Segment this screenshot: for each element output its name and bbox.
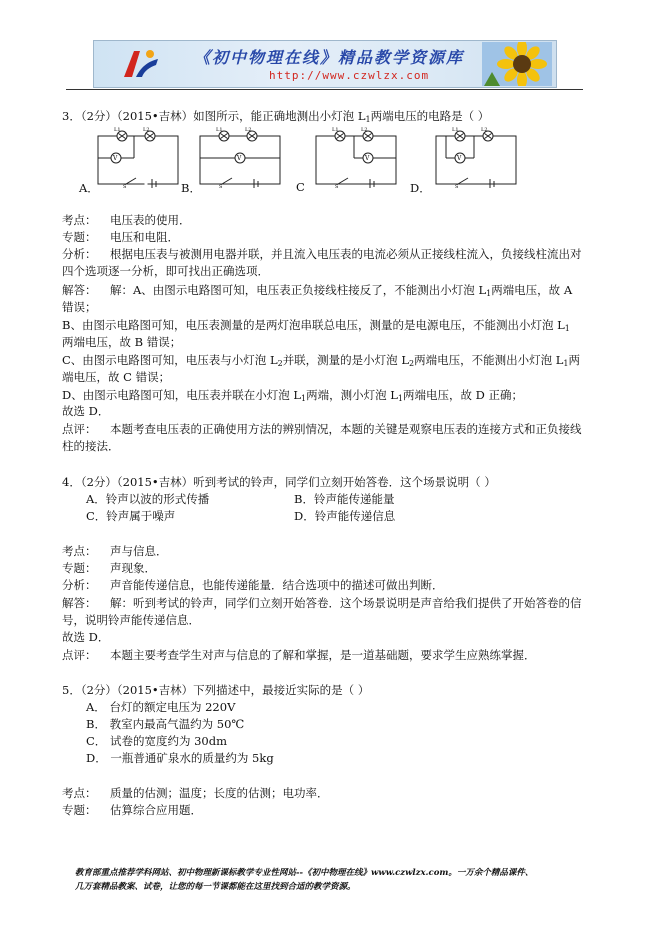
q3-option-c[interactable]: C	[296, 180, 305, 194]
svg-text:V: V	[365, 155, 370, 162]
header-url[interactable]: http://www.czwlzx.com	[269, 69, 430, 82]
q3-fenxi-2: 四个选项逐一分析，即可找出正确选项．	[62, 264, 269, 278]
q3-stem: 3．（2分）（2015•吉林）如图所示，能正确地测出小灯泡 $L_1$两端电压的电路是（ ）	[62, 109, 490, 124]
circuit-a	[94, 126, 182, 188]
q4-dianping: 点评： 本题主要考查学生对声与信息的了解和掌握，是一道基础题，要求学生应熟练掌握．	[62, 648, 536, 662]
svg-text:V: V	[457, 155, 462, 162]
q5-option-c[interactable]: C． 试卷的宽度约为 30dm	[86, 734, 228, 748]
q5-stem: 5．（2分）（2015•吉林）下列描述中，最接近实际的是（ ）	[62, 683, 370, 697]
svg-text:L2: L2	[481, 127, 488, 133]
site-logo-icon	[120, 47, 160, 81]
svg-text:L1: L1	[332, 127, 339, 133]
q4-kaodian: 考点： 声与信息．	[62, 544, 168, 558]
svg-text:L2: L2	[245, 127, 252, 133]
header-title: 《初中物理在线》精品教学资源库	[194, 48, 465, 67]
q4-stem: 4．（2分）（2015•吉林）听到考试的铃声，同学们立刻开始答卷．这个场景说明（ ）	[62, 475, 496, 489]
footer-line-1: 教育部重点推荐学科网站、初中物理新课标教学专业性网站--《初中物理在线》www.czwlzx.com。一万余个精品课件、	[75, 868, 534, 878]
q5-zhuanti: 专题： 估算综合应用题．	[62, 803, 202, 817]
circuit-d	[432, 126, 520, 188]
q3-jieda: 解答： 解：A、由图示电路图可知，电压表正负接线柱接反了，不能测出小灯泡 $L_1$两端电压，故 A	[62, 283, 573, 298]
circuit-b	[196, 126, 284, 188]
q3-dianping-2: 柱的接法．	[62, 439, 120, 453]
svg-text:L1: L1	[216, 127, 223, 133]
sunflower-icon	[482, 42, 552, 86]
q3-jieda-4: 两端电压，故 B 错误；	[62, 335, 182, 349]
circuit-c	[312, 126, 400, 188]
header-divider	[66, 89, 583, 90]
svg-text:S: S	[335, 184, 339, 188]
q4-option-b[interactable]: B．铃声能传递能量	[294, 492, 395, 506]
q5-option-b[interactable]: B． 教室内最高气温约为 50℃	[86, 717, 245, 731]
q3-jieda-8: 故选 D．	[62, 404, 110, 418]
q3-dianping: 点评： 本题考查电压表的正确使用方法的辨别情况，本题的关键是观察电压表的连接方式和正负接线	[62, 422, 582, 436]
footer-line-2: 几万套精品教案、试卷，让您的每一节课都能在这里找到合适的教学资源。	[75, 882, 356, 892]
q4-zhuanti: 专题： 声现象．	[62, 561, 156, 575]
q5-kaodian: 考点： 质量的估测；温度；长度的估测；电功率．	[62, 786, 329, 800]
svg-text:S: S	[455, 184, 459, 188]
svg-text:S: S	[219, 184, 223, 188]
q3-jieda-7: D、由图示电路图可知，电压表并联在小灯泡 $L_1$两端，测小灯泡 $L_1$两端电压，故 D 正确；	[62, 388, 524, 403]
q5-option-d[interactable]: D． 一瓶普通矿泉水的质量约为 5kg	[86, 751, 274, 765]
svg-text:V: V	[113, 155, 118, 162]
q3-jieda-6: 端电压，故 C 错误；	[62, 370, 171, 384]
q4-jieda-2: 号，说明铃声能传递信息．	[62, 613, 200, 627]
q4-fenxi: 分析： 声音能传递信息，也能传递能量．结合选项中的描述可做出判断．	[62, 578, 444, 592]
svg-text:S: S	[123, 184, 127, 188]
header-banner	[93, 40, 557, 88]
page-footer	[75, 866, 595, 894]
q3-option-d[interactable]: D．	[410, 181, 431, 195]
q4-jieda: 解答： 解：听到考试的铃声，同学们立刻开始答卷．这个场景说明是声音给我们提供了开始答卷的信	[62, 596, 582, 610]
q4-option-d[interactable]: D．铃声能传递信息	[294, 509, 396, 523]
q5-option-a[interactable]: A． 台灯的额定电压为 220V	[86, 700, 236, 714]
svg-text:V: V	[237, 155, 242, 162]
q3-jieda-2: 错误；	[62, 300, 97, 314]
q3-option-b[interactable]: B．	[181, 181, 201, 195]
q3-jieda-3: B、由图示电路图可知，电压表测量的是两灯泡串联总电压，测量的是电源电压，不能测出小灯泡 $L_1$	[62, 318, 570, 333]
q3-option-a[interactable]: A．	[79, 181, 99, 195]
q3-kaodian: 考点： 电压表的使用．	[62, 213, 191, 227]
q4-option-a[interactable]: A．铃声以波的形式传播	[86, 492, 210, 506]
svg-text:L2: L2	[143, 127, 150, 133]
q3-fenxi: 分析： 根据电压表与被测用电器并联，并且流入电压表的电流必须从正接线柱流入，负接线柱流出对	[62, 247, 582, 261]
q3-jieda-5: C、由图示电路图可知，电压表与小灯泡 $L_2$并联，测量的是小灯泡 $L_2$两端电压，不能测出小灯泡 $L_1$两	[62, 353, 580, 368]
q4-jieda-3: 故选 D．	[62, 630, 110, 644]
svg-text:L1: L1	[114, 127, 121, 133]
svg-text:L2: L2	[361, 127, 368, 133]
q4-option-c[interactable]: C．铃声属于噪声	[86, 509, 176, 523]
q3-zhuanti: 专题： 电压和电阻．	[62, 230, 179, 244]
svg-text:L1: L1	[452, 127, 459, 133]
